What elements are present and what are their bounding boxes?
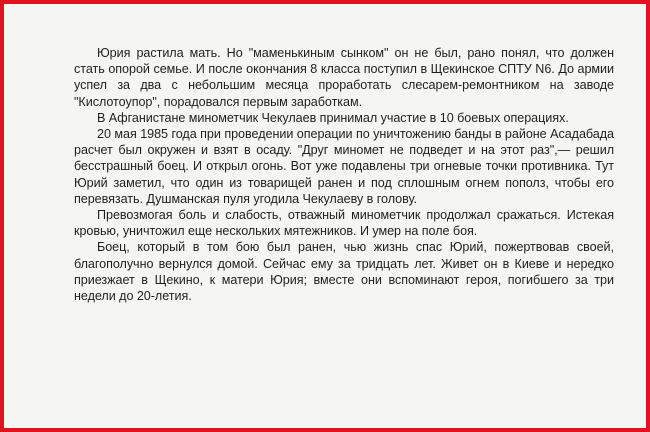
paragraph: Юрия растила мать. Но "маменькиным сынком" он не был, рано понял, что должен стать опорой семье. И после окончания 8 класса поступил в Щекинское СПТУ N6. До армии успел за два с небольшим месяца проработать слесарем-ремонтником на заводе "Кислотоупор", порадовался первым заработкам. — [74, 46, 614, 109]
article-text — [74, 45, 614, 304]
paragraph: Боец, который в том бою был ранен, чью жизнь спас Юрий, пожертвовав своей, благополучно вернулся домой. Сейчас ему за тридцать лет. Живет он в Киеве и нередко приезжает в Щекино, к матери Юрия; вместе они вспоминают героя, погибшего за три недели до 20-летия. — [74, 240, 614, 304]
paragraph: Превозмогая боль и слабость, отважный минометчик продолжал сражаться. Истекая кровью, уничтожил еще нескольких мятежников. И умер на поле боя. — [74, 208, 614, 239]
paragraph: 20 мая 1985 года при проведении операции по уничтожению банды в районе Асадабада расчет был окружен и взят в осаду. "Друг миномет не подведет и на этот раз",— решил бесстрашный боец. И открыл огонь. Вот уже подавлены три огневые точки противника. Тут Юрий заметил, что один из товарищей ранен и под сплошным огнем пополз, чтобы его перевязать. Душманская пуля угодила Чекулаеву в голову. — [74, 127, 614, 206]
page — [4, 4, 646, 428]
paragraph: В Афганистане минометчик Чекулаев принимал участие в 10 боевых операциях. — [97, 110, 569, 125]
